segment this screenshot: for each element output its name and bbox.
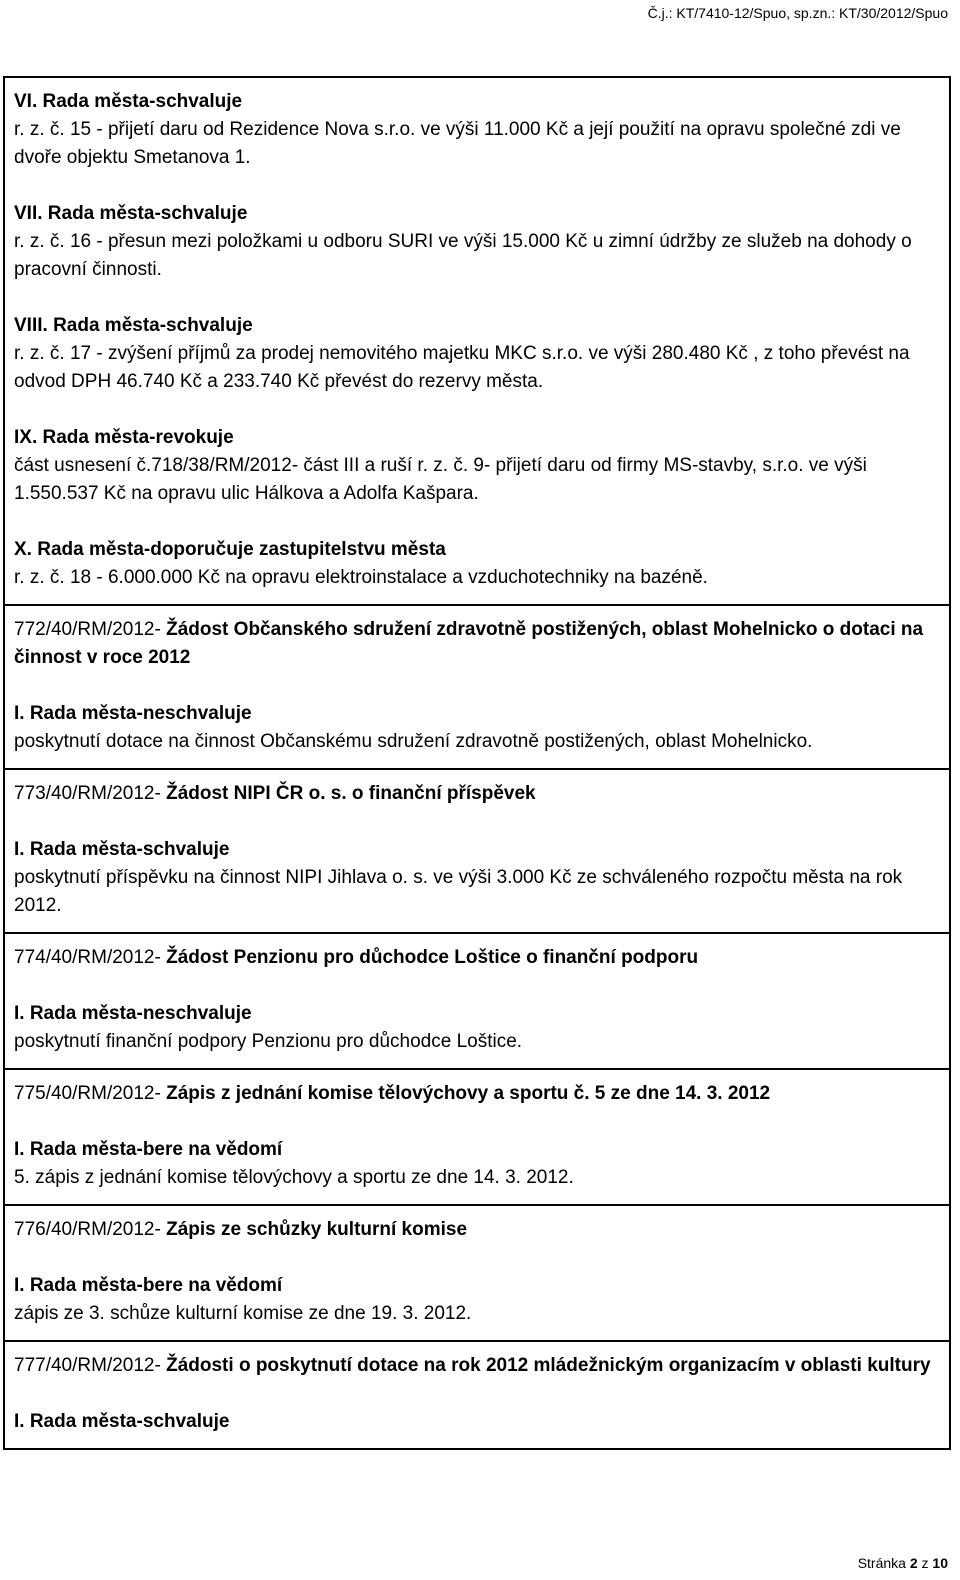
resolution-text: poskytnutí finanční podpory Penzionu pro důchodce Loštice. bbox=[14, 1031, 523, 1052]
resolution-773 bbox=[3, 770, 951, 934]
section-vii-text: r. z. č. 16 - přesun mezi položkami u odboru SURI ve výši 15.000 Kč u zimní údržby ze služeb na dohody o pracovní činnosti. bbox=[14, 231, 912, 280]
resolution-text: 5. zápis z jednání komise tělovýchovy a sportu ze dne 14. 3. 2012. bbox=[14, 1167, 574, 1188]
resolution-text: poskytnutí příspěvku na činnost NIPI Jihlava o. s. ve výši 3.000 Kč ze schváleného rozpočtu města na rok 2012. bbox=[14, 867, 903, 916]
page-number: 2 bbox=[909, 1555, 918, 1571]
resolution-title: Zápis ze schůzky kulturní komise bbox=[160, 1219, 468, 1240]
resolution-772 bbox=[3, 606, 951, 770]
resolution-decision: I. Rada města-schvaluje bbox=[14, 839, 230, 860]
page-label: Stránka bbox=[857, 1555, 910, 1571]
resolution-heading bbox=[14, 1352, 940, 1380]
resolution-heading bbox=[14, 616, 940, 672]
resolution-heading bbox=[14, 1216, 940, 1244]
section-viii-heading: VIII. Rada města-schvaluje bbox=[14, 315, 253, 336]
resolution-774 bbox=[3, 934, 951, 1070]
resolution-text: zápis ze 3. schůze kulturní komise ze dne 19. 3. 2012. bbox=[14, 1303, 472, 1324]
section-vi-heading: VI. Rada města-schvaluje bbox=[14, 91, 243, 112]
section-viii-text: r. z. č. 17 - zvýšení příjmů za prodej nemovitého majetku MKC s.r.o. ve výši 280.480 Kč , z toho převést na odvod DPH 46.740 Kč a 233.740 Kč převést do rezervy města. bbox=[14, 343, 910, 392]
resolution-heading bbox=[14, 780, 940, 808]
resolution-heading bbox=[14, 1080, 940, 1108]
resolution-number: 773/40/RM/2012- bbox=[14, 783, 161, 804]
section-vi-text: r. z. č. 15 - přijetí daru od Rezidence Nova s.r.o. ve výši 11.000 Kč a její použití na opravu společné zdi ve dvoře objektu Smetanova 1. bbox=[14, 119, 901, 168]
page-footer bbox=[858, 1553, 948, 1573]
resolution-number: 777/40/RM/2012- bbox=[14, 1355, 161, 1376]
section-ix-text: část usnesení č.718/38/RM/2012- část III a ruší r. z. č. 9- přijetí daru od firmy MS-stavby, s.r.o. ve výši 1.550.537 Kč na opravu ulic Hálkova a Adolfa Kašpara. bbox=[14, 455, 867, 504]
resolution-number: 776/40/RM/2012- bbox=[14, 1219, 161, 1240]
resolution-title: Žádost Penzionu pro důchodce Loštice o finanční podporu bbox=[160, 947, 699, 968]
section-ix-heading: IX. Rada města-revokuje bbox=[14, 427, 234, 448]
resolution-title: Žádost Občanského sdružení zdravotně postižených, oblast Mohelnicko o dotaci na činnost v roce 2012 bbox=[14, 619, 924, 668]
page-total: 10 bbox=[932, 1555, 948, 1571]
section-x-text: r. z. č. 18 - 6.000.000 Kč na opravu elektroinstalace a vzduchotechniky na bazéně. bbox=[14, 567, 708, 588]
resolution-decision: I. Rada města-neschvaluje bbox=[14, 703, 252, 724]
resolution-heading bbox=[14, 944, 940, 972]
resolution-777 bbox=[3, 1342, 951, 1450]
resolution-decision: I. Rada města-bere na vědomí bbox=[14, 1139, 283, 1160]
resolution-title: Žádosti o poskytnutí dotace na rok 2012 mládežnickým organizacím v oblasti kultury bbox=[160, 1355, 931, 1376]
section-vii-heading: VII. Rada města-schvaluje bbox=[14, 203, 248, 224]
resolution-decision: I. Rada města-schvaluje bbox=[14, 1411, 230, 1432]
resolution-decision: I. Rada města-neschvaluje bbox=[14, 1003, 252, 1024]
resolution-775 bbox=[3, 1070, 951, 1206]
page-of-label: z bbox=[917, 1555, 933, 1571]
resolution-title: Žádost NIPI ČR o. s. o finanční příspěvek bbox=[160, 783, 536, 804]
document-reference: Č.j.: KT/7410-12/Spuo, sp.zn.: KT/30/2012/Spuo bbox=[647, 5, 948, 21]
resolution-decision: I. Rada města-bere na vědomí bbox=[14, 1275, 283, 1296]
resolution-number: 774/40/RM/2012- bbox=[14, 947, 161, 968]
resolution-number: 772/40/RM/2012- bbox=[14, 619, 161, 640]
section-x-heading: X. Rada města-doporučuje zastupitelstvu města bbox=[14, 539, 446, 560]
resolution-776 bbox=[3, 1206, 951, 1342]
resolution-title: Zápis z jednání komise tělovýchovy a sportu č. 5 ze dne 14. 3. 2012 bbox=[160, 1083, 771, 1104]
resolution-text: poskytnutí dotace na činnost Občanskému sdružení zdravotně postižených, oblast Mohelnicko. bbox=[14, 731, 813, 752]
continued-resolution-box bbox=[3, 76, 951, 606]
document-body bbox=[3, 76, 951, 1450]
resolution-number: 775/40/RM/2012- bbox=[14, 1083, 161, 1104]
